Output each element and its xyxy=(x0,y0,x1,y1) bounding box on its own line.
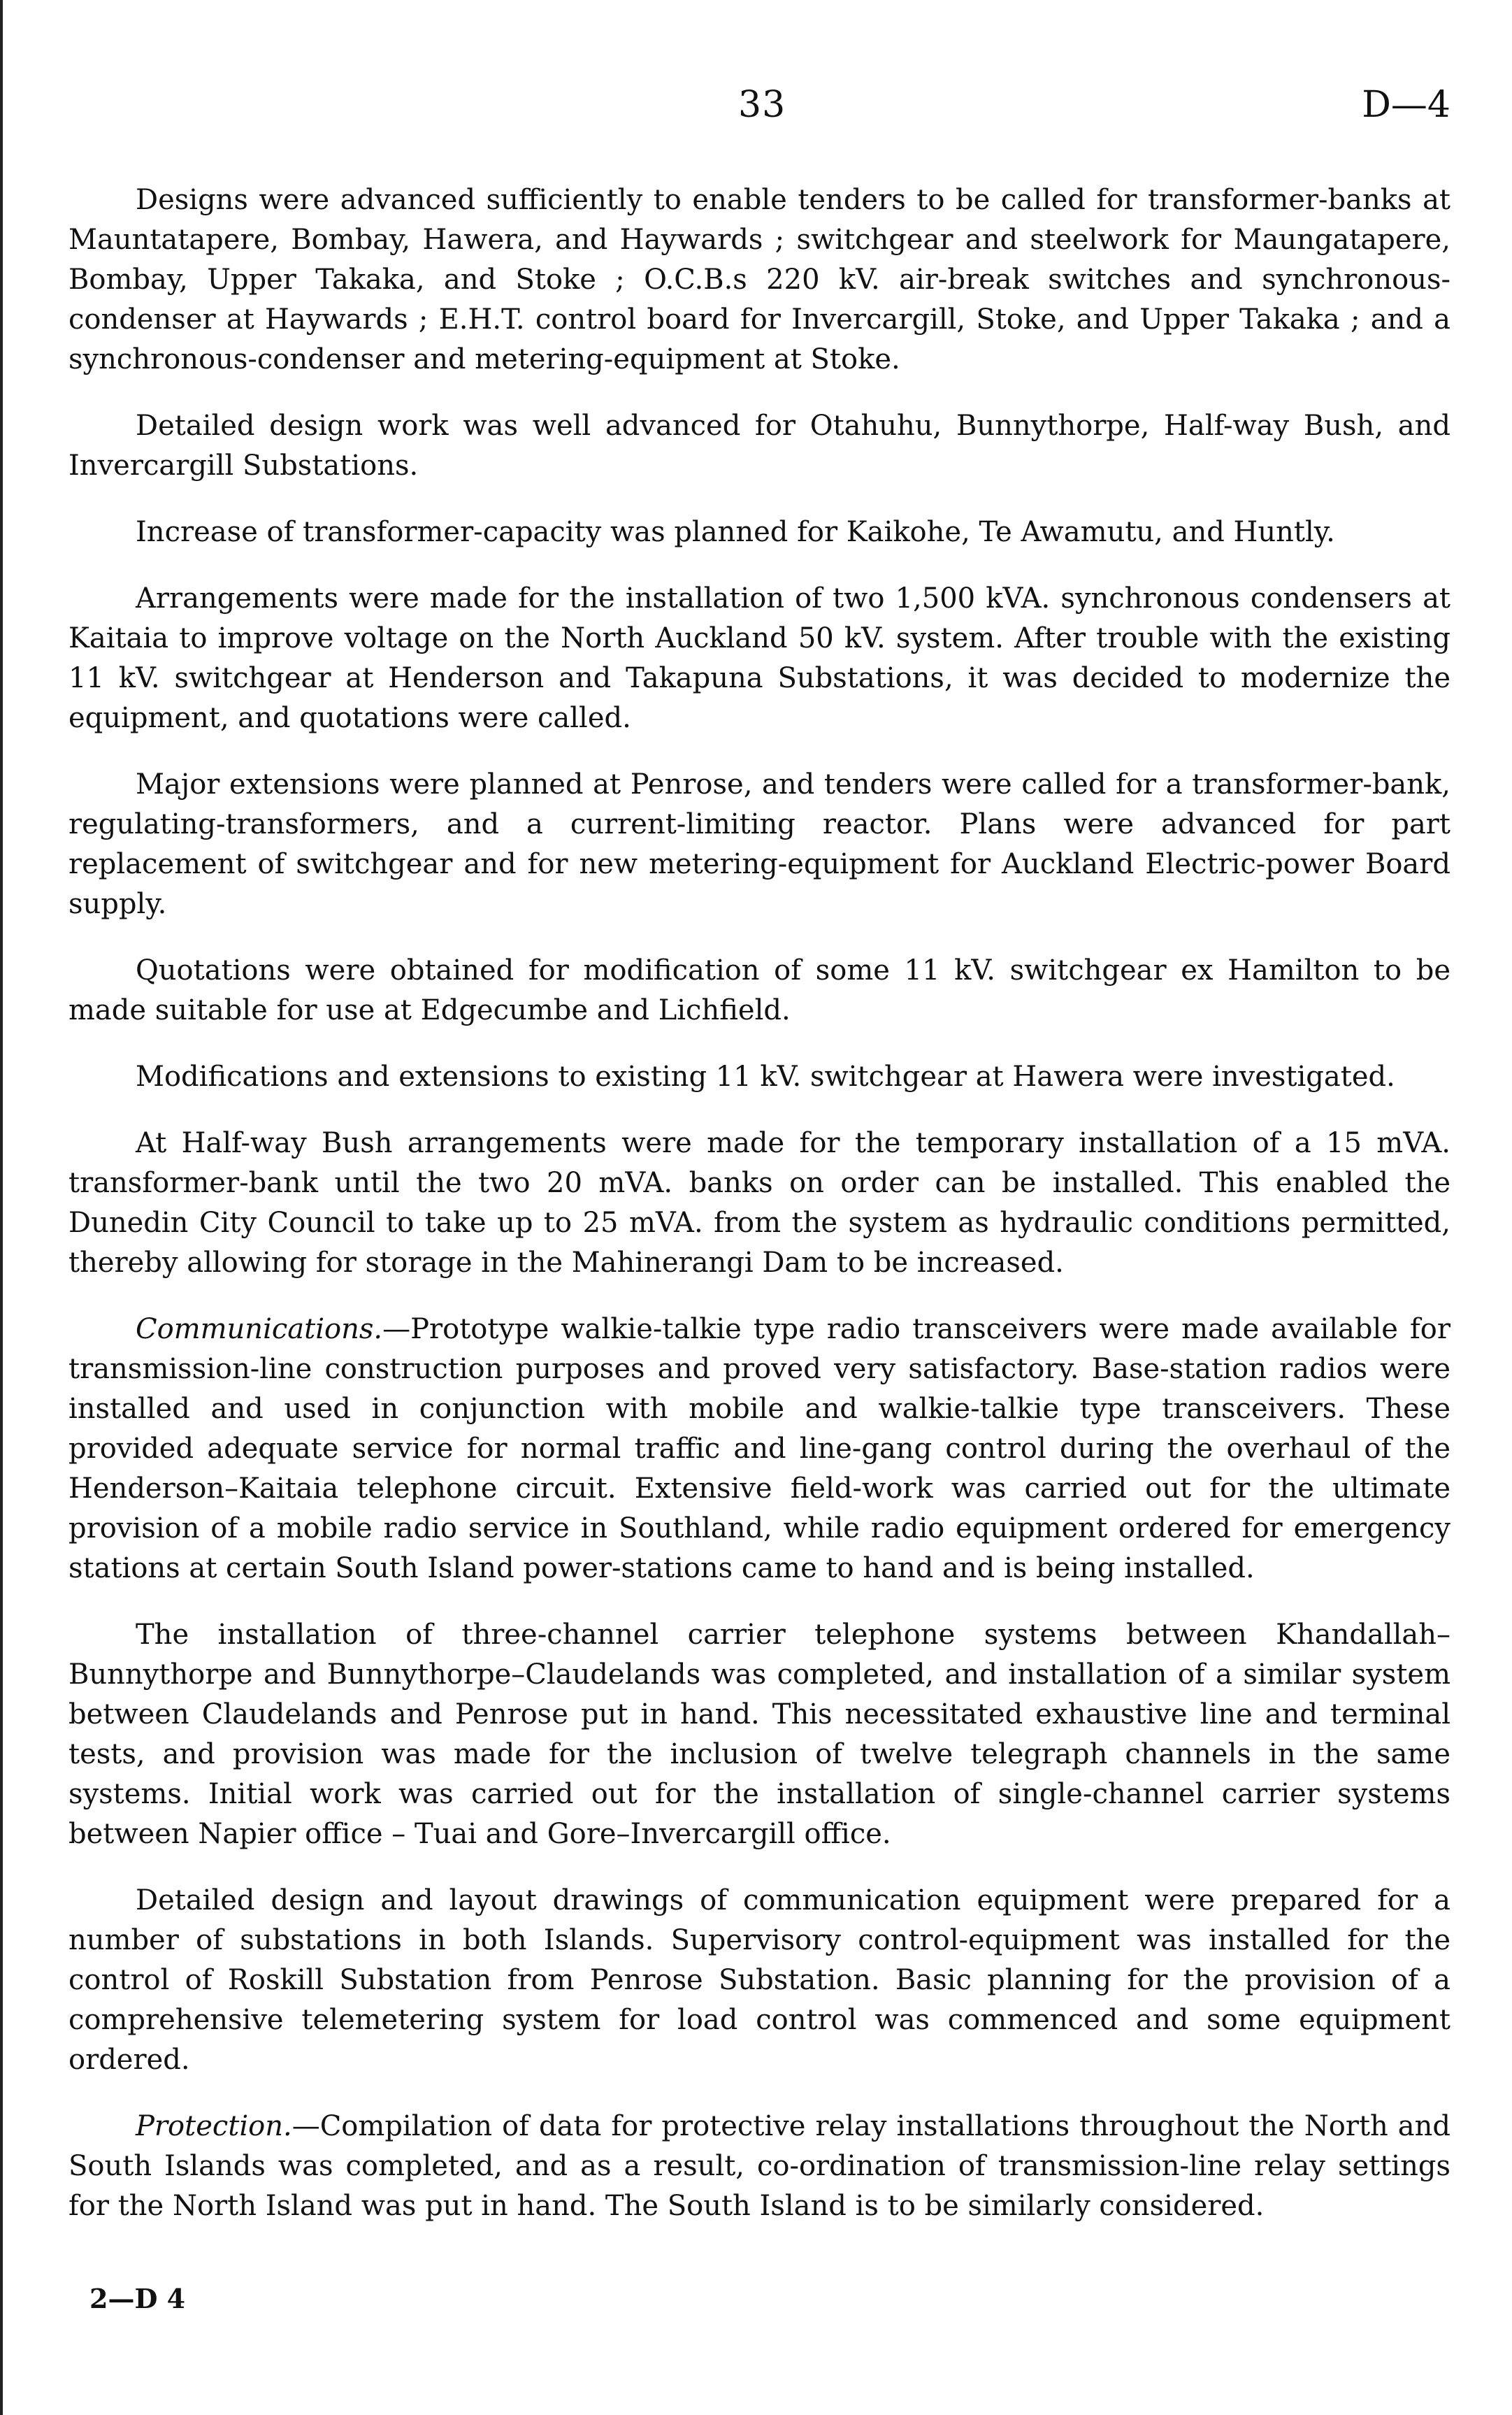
page-number: 33 xyxy=(738,84,786,126)
page-header xyxy=(69,84,1450,140)
paragraph-communication-equipment: Detailed design and layout drawings of communication equipment were prepared for a number of substations in both Islands. Supervisory control-equipment was installed for the control of Roskill Substation from Penrose Substation. Basic planning for the provision of a comprehensive telemetering system for load control was commenced and some equipment ordered. xyxy=(69,1884,1450,2076)
section-heading-communications: Communications. xyxy=(136,1313,383,1345)
paragraph-kaitaia: Arrangements were made for the installation of two 1,500 kVA. synchronous condensers at Kaitaia to improve voltage on the North Auckland 50 kV. system. After trouble with the existing 11 kV. switchgear at Henderson and Takapuna Substations, it was decided to modernize the equipment, and quotations were called. xyxy=(69,582,1450,734)
paragraph-penrose: Major extensions were planned at Penrose, and tenders were called for a transformer-bank, regulating-transformers, and a current-limiting reactor. Plans were advanced for part replacement of switchgear and for new metering-equipment for Auckland Electric-power Board supply. xyxy=(69,768,1450,920)
section-heading-protection: Protection. xyxy=(136,2110,292,2142)
page-left-edge xyxy=(0,0,3,2415)
body-text xyxy=(69,180,1450,2253)
paragraph-carrier-telephone: The installation of three-channel carrier telephone systems between Khandallah–Bunnythorpe and Bunnythorpe–Claudelands was completed, and installation of a similar system between Claudelands and Penrose put in hand. This necessitated exhaustive line and terminal tests, and provision was made for the inclusion of twelve telegraph channels in the same systems. Initial work was carried out for the installation of single-channel carrier systems between Napier office – Tuai and Gore–Invercargill office. xyxy=(69,1619,1450,1850)
paragraph-hawera: Modifications and extensions to existing 11 kV. switchgear at Hawera were investigated. xyxy=(136,1061,1395,1093)
paragraph-transformer-capacity: Increase of transformer-capacity was planned for Kaikohe, Te Awamutu, and Huntly. xyxy=(136,516,1335,548)
signature-mark: 2—D 4 xyxy=(89,2283,186,2314)
paragraph-half-way-bush: At Half-way Bush arrangements were made for the temporary installation of a 15 mVA. transformer-bank until the two 20 mVA. banks on order can be installed. This enabled the Dunedin City Council to take up to 25 mVA. from the system as hydraulic conditions permitted, thereby allowing for storage in the Mahinerangi Dam to be increased. xyxy=(69,1127,1450,1279)
paragraph-protection: Protection.—Compilation of data for protective relay installations throughout the North and South Islands was completed, and as a result, co-ordination of transmission-line relay settings for the North Island was put in hand. The South Island is to be similarly considered. xyxy=(69,2110,1450,2222)
paragraph-designs: Designs were advanced sufficiently to enable tenders to be called for transformer-banks at Mauntatapere, Bombay, Hawera, and Haywards ; switchgear and steelwork for Maungatapere, Bombay, Upper Takaka, and Stoke ; O.C.B.s 220 kV. air-break switches and synchronous-condenser at Haywards ; E.H.T. control board for Invercargill, Stoke, and Upper Takaka ; and a synchronous-condenser and metering-equipment at Stoke. xyxy=(69,184,1450,375)
paragraph-communications: Communications.—Prototype walkie-talkie type radio transceivers were made available for transmission-line construction purposes and proved very satisfactory. Base-station radios were installed and used in conjunction with mobile and walkie-talkie type transceivers. These provided adequate service for normal traffic and line-gang control during the overhaul of the Henderson–Kaitaia telephone circuit. Extensive field-work was carried out for the ultimate provision of a mobile radio service in Southland, while radio equipment ordered for emergency stations at certain South Island power-stations came to hand and is being installed. xyxy=(69,1313,1450,1584)
paragraph-detailed-design: Detailed design work was well advanced for Otahuhu, Bunnythorpe, Half-way Bush, and Invercargill Substations. xyxy=(69,410,1450,482)
report-reference: D—4 xyxy=(1362,84,1450,126)
paragraph-hamilton: Quotations were obtained for modification of some 11 kV. switchgear ex Hamilton to be made suitable for use at Edgecumbe and Lichfield. xyxy=(69,954,1450,1026)
